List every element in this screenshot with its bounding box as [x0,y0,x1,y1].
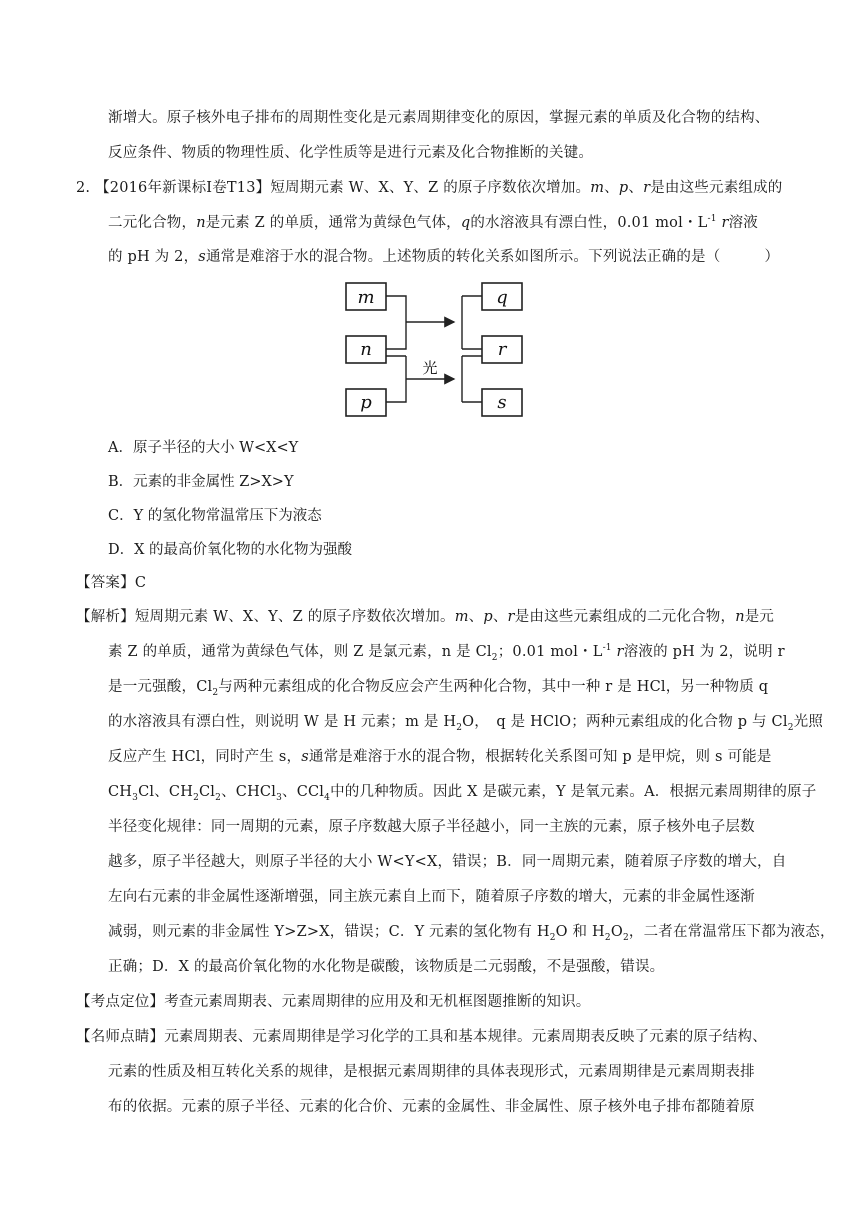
analysis-label: 【解析】 [76,609,135,625]
analysis-line-10: 减弱，则元素的非金属性 Y>Z>X，错误；C．Y 元素的氢化物有 $H_2O$ 和 $H_2O_2$，二者在常温常压下都为液态， [108,924,835,943]
option-b: B．元素的非金属性 Z>X>Y [108,474,294,490]
label-q: q [496,287,508,308]
question-line-2: 二元化合物，n是元素 Z 的单质，通常为黄绿色气体，q的水溶液具有漂白性，0.01 mol・$L^{-1}$ r溶液 [108,214,758,231]
option-d: D．X 的最高价氧化物的水化物为强酸 [108,542,353,558]
mingshi-label: 【名师点睛】 [76,1029,165,1045]
light-condition: 光 [422,359,438,377]
analysis-line-9: 左向右元素的非金属性逐渐增强，同主族元素自上而下，随着原子序数的增大，元素的非金属性逐渐 [108,889,755,905]
analysis-line-6: $CH_3Cl$、$CH_2Cl_2$、CHCl$_3$、CCl$_4$中的几种物质。因此 X 是碳元素，Y 是氧元素。A．根据元素周期律的原子 [108,784,817,803]
analysis-line-5: 反应产生 HCl，同时产生 s，s通常是难溶于水的混合物，根据转化关系图可知 p 是甲烷，则 s 可能是 [108,749,772,765]
analysis-line-3: 是一元强酸，$Cl_2$与两种元素组成的化合物反应会产生两种化合物，其中一种 r 是 HCl，另一种物质 q [108,679,769,698]
question-number: 2. [76,180,91,196]
conversion-diagram [344,281,524,421]
analysis-line-1: 【解析】短周期元素 W、X、Y、Z 的原子序数依次增加。m、p、r是由这些元素组成的二元化合物，n是元 [76,609,775,625]
label-s: s [497,392,507,413]
mingshi-line-1: 【名师点睛】元素周期表、元素周期律是学习化学的工具和基本规律。元素周期表反映了元素的原子结构、 [76,1029,767,1045]
answer-value: C [134,575,147,591]
label-n: n [360,339,372,360]
question-source: 【2016年新课标Ⅰ卷T13】 [95,180,271,196]
kaodian-label: 【考点定位】 [76,994,165,1010]
analysis-line-11: 正确；D．X 的最高价氧化物的水化物是碳酸，该物质是二元弱酸，不是强酸，错误。 [108,959,665,975]
mingshi-line-2: 元素的性质及相互转化关系的规律，是根据元素周期律的具体表现形式，元素周期律是元素周期表排 [108,1064,755,1080]
question-line-3: 的 pH 为 2，s通常是难溶于水的混合物。上述物质的转化关系如图所示。下列说法正确的是（ ） [108,249,780,265]
label-p: p [360,392,372,413]
option-a: A．原子半径的大小 W<X<Y [108,440,299,456]
label-r: r [497,339,507,360]
answer [76,573,146,593]
intro-line-1: 渐增大。原子核外电子排布的周期性变化是元素周期律变化的原因，掌握元素的单质及化合物的结构、 [108,110,770,126]
analysis-line-8: 越多，原子半径越大，则原子半径的大小 W<Y<X，错误；B．同一周期元素，随着原子序数的增大，自 [108,854,787,870]
analysis-line-7: 半径变化规律：同一周期的元素，原子序数越大原子半径越小，同一主族的元素，原子核外电子层数 [108,819,755,835]
label-m: m [357,287,375,308]
mingshi-line-3: 布的依据。元素的原子半径、元素的化合价、元素的金属性、非金属性、原子核外电子排布都随着原 [108,1099,755,1115]
question-line-1: 2. 【2016年新课标Ⅰ卷T13】短周期元素 W、X、Y、Z 的原子序数依次增加。m、p、r是由这些元素组成的 [76,180,783,196]
intro-line-2: 反应条件、物质的物理性质、化学性质等是进行元素及化合物推断的关键。 [108,145,594,161]
option-c: C．Y 的氢化物常温常压下为液态 [108,508,322,524]
answer-label: 【答案】 [76,575,135,591]
kaodian: 【考点定位】考查元素周期表、元素周期律的应用及和无机框图题推断的知识。 [76,994,591,1010]
analysis-line-2: 素 Z 的单质，通常为黄绿色气体，则 Z 是氯元素，n 是 $Cl_2$；0.01 mol・$L^{-1}$ r溶液的 pH 为 2，说明 r [108,643,785,663]
analysis-line-4: 的水溶液具有漂白性，则说明 W 是 H 元素；m 是 $H_2O$， q 是 HClO；两种元素组成的化合物 p 与 $Cl_2$光照 [108,714,824,733]
